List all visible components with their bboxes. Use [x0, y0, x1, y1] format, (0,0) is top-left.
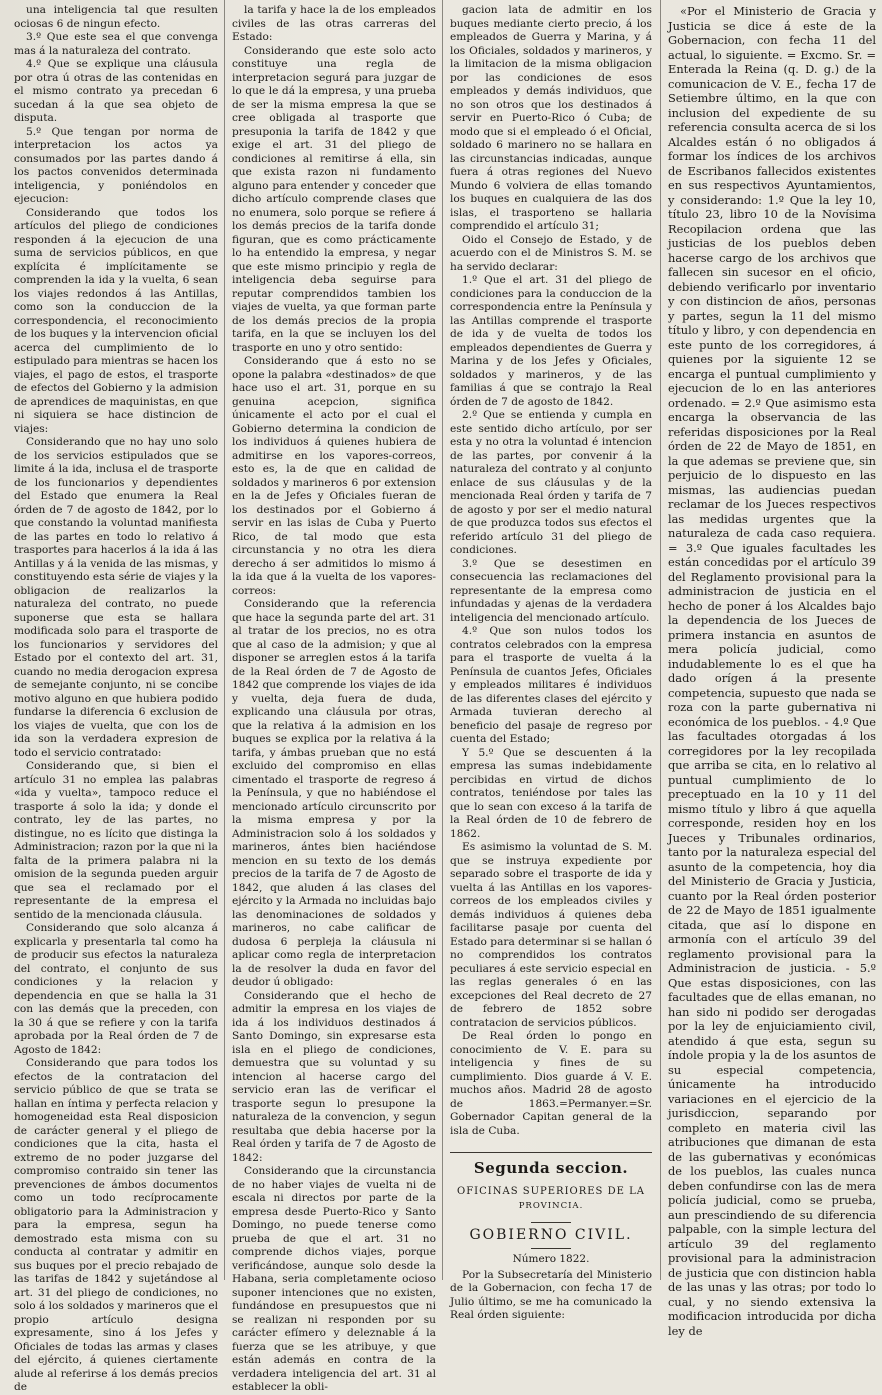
text-column-2 [232, 4, 436, 1393]
paragraph: Considerando que todos los artículos del pliego de condiciones responden á la ejecucion de una suma de servicios públicos, en que explícita é implícitamente se comprenden la ida y la vuelta, 6 sean los viajes redondos á las Antillas, como son la conduccion de la correspondencia, el reconocimiento de los buques y la intervencion oficial acerca del cumplimiento de lo estipulado para mientras se hacen los viajes, el pago de estos, el trasporte de efectos del Gobierno y la admision de aprendices de maquinistas, en que ni siquiera se hace distincion de viajes: [14, 206, 218, 435]
government-heading: GOBIERNO CIVIL. [469, 1226, 633, 1243]
office-heading: OFICINAS SUPERIORES DE LA [457, 1186, 645, 1197]
section-title: Segunda seccion. [450, 1152, 652, 1177]
text-column-3 [450, 4, 652, 1321]
paragraph: 5.º Que tengan por norma de interpretacion los actos ya consumados por las partes dando á los pactos convenidos determinada inteligencia, y poniéndolos en ejecucion: [14, 125, 218, 205]
heading-divider [531, 1248, 571, 1249]
paragraph: Considerando que solo alcanza á explicarla y presentarla tal como ha de producir sus efectos la naturaleza del contrato, el conjunto de sus condiciones y la relacion y dependencia en que se halla la 31 con las demás que la preceden, con la 30 á que se refiere y con la tarifa aprobada por la Real órden de 7 de Agosto de 1842: [14, 922, 218, 1056]
office-heading-line2: PROVINCIA. [518, 1201, 584, 1211]
paragraph: Considerando que á esto no se opone la palabra «destinados» de que hace uso el art. 31, porque en su genuina acepcion, significa únicamente el acto por el cual el Gobierno determina la condicion de los individuos á quienes hubiera de admitirse en los vapores-correos, esto es, la de que en calidad de soldados y marineros 6 por extension en la de Jefes y Oficiales fueran de los destinados por el Gobierno á servir en las islas de Cuba y Puerto Rico, de tal modo que esta circunstancia y no otra les diera derecho á ser admitidos lo mismo á la ida que á la vuelta de los vapores-correos: [232, 355, 436, 597]
paragraph: Considerando que la circunstancia de no haber viajes de vuelta ni de escala ni directos por parte de la empresa desde Puerto-Rico y Santo Domingo, no puede tenerse como prueba de que el art. 31 no comprende dichos viajes, porque verificándose, aunque solo desde la Habana, seria completamente ocioso suponer intenciones que no existen, fundándose en presupuestos que ni se realizan ni responden por su carácter efímero y deleznable á la fuerza que se les atribuye, y que están además en contra de la verdadera inteligencia del art. 31 al establecer la obli- [232, 1165, 436, 1393]
paragraph: Considerando que el hecho de admitir la empresa en los viajes de ida á los individuos destinados á Santo Domingo, sin expresarse esta isla en el pliego de condiciones, demuestra que su voluntad y su intencion al hacerse cargo del servicio eran las de verificar el trasporte segun lo presupone la naturaleza de la convencion, y segun resultaba que debia hacerse por la Real órden y tarifa de 7 de Agosto de 1842: [232, 989, 436, 1164]
paragraph: Considerando que la referencia que hace la segunda parte del art. 31 al tratar de los precios, no es otra que al caso de la admision; y que al disponer se arreglen estos á la tarifa de la Real órden de 7 de Agosto de 1842 que comprende los viajes de ida y vuelta, deja fuera de duda, explicando una cláusula por otras, que la relativa á la admision en los buques se explica por la relativa á la tarifa, y ámbas prueban que no está excluido del compromiso en ellas cimentado el trasporte de regreso á la Península, y que no habiéndose el mencionado artículo circunscrito por la misma empresa y por la Administracion solo á los soldados y marineros, ántes bien haciéndose mencion en su texto de los demás precios de la tarifa de 7 de Agosto de 1842, que aluden á las clases del ejército y la Armada no incluidas bajo las denominaciones de soldados y marineros, no cabe calificar de dudosa 6 perpleja la cláusula ni aplicar como regla de interpretacion la de resolver la duda en favor del deudor ú obligado: [232, 598, 436, 988]
paragraph: Es asimismo la voluntad de S. M. que se instruya expediente por separado sobre el trasporte de ida y vuelta á las Antillas en los vapores-correos de los empleados civiles y demás individuos á quienes deba facilitarse pasaje por cuenta del Estado para determinar si se hallan ó no comprendidos los contratos peculiares á este servicio especial en las reglas generales ó en las excepciones del Real decreto de 27 de febrero de 1852 sobre contratacion de servicios públicos. [450, 841, 652, 1029]
column-divider [224, 0, 225, 1280]
document-number: Número 1822. [512, 1253, 590, 1265]
paragraph: Y 5.º Que se descuenten á la empresa las sumas indebidamente percibidas en virtud de dichos contratos, teniéndose por tales las que lo sean con exceso á la tarifa de la Real órden de 10 de febrero de 1862. [450, 746, 652, 840]
paragraph: la tarifa y hace la de los empleados civiles de las otras carreras del Estado: [232, 4, 436, 43]
paragraph: Considerando que no hay uno solo de los servicios estipulados que se limite á la ida, inclusa el de trasporte de los funcionarios y dependientes del Estado que enumera la Real órden de 7 de agosto de 1842, por lo que constando la voluntad manifiesta de las partes en todo lo relativo á trasportes para hacerlos á la ida á las Antillas y á la venida de las mismas, y constituyendo esta série de viajes y la obligacion de realizarlos la naturaleza del contrato, no puede suponerse que esta se hallara modificada solo para el trasporte de los funcionarios y servidores del Estado por el contexto del art. 31, cuando no media derogacion expresa de semejante conjunto, ni se concibe motivo alguno en que hubiera podido fundarse la diferencia 6 exclusion de los viajes de vuelta, que con los de ida son la verdadera expresion de todo el servicio contratado: [14, 436, 218, 759]
text-column-1 [14, 4, 218, 1393]
paragraph: 2.º Que se entienda y cumpla en este sentido dicho artículo, por ser esta y no otra la voluntad é intencion de las partes, por convenir á la naturaleza del contrato y al conjunto enlace de sus cláusulas y de la mencionada Real órden y tarifa de 7 de agosto y por ser el medio natural de que produzca todos sus efectos el referido artículo 31 del pliego de condiciones. [450, 409, 652, 556]
paragraph: De Real órden lo pongo en conocimiento de V. E. para su inteligencia y fines de su cumplimiento. Dios guarde á V. E. muchos años. Madrid 28 de agosto de 1863.=Permanyer.=Sr. Gobernador Capitan general de la isla de Cuba. [450, 1030, 652, 1137]
paragraph: 3.º Que se desestimen en consecuencia las reclamaciones del representante de la empresa como infundadas y ajenas de la verdadera inteligencia del mencionado artículo. [450, 557, 652, 624]
paragraph: Oido el Consejo de Estado, y de acuerdo con el de Ministros S. M. se ha servido declarar: [450, 233, 652, 273]
paragraph: Considerando que para todos los efectos de la contratacion del servicio público de que se trata se hallan en íntima y perfecta relacion y homogeneidad esta Real disposicion de carácter general y el pliego de condiciones que la cita, hasta el extremo de no poder juzgarse del compromiso contraido sin tener las prevenciones de ámbos documentos como un todo recíprocamente obligatorio para la Administracion y para la empresa, segun ha demostrado esta misma con su conducta al contratar y admitir en sus buques por el precio rebajado de las tarifas de 1842 y sujetándose al art. 31 del pliego de condiciones, no solo á los soldados y marineros que el propio artículo designa expresamente, sino á los Jefes y Oficiales de todas las armas y clases del ejército, á quienes ciertamente alude al referirse á los demás precios de [14, 1057, 218, 1393]
paragraph: 4.º Que se explique una cláusula por otra ú otras de las contenidas en el mismo contrato ya precedan 6 sucedan á la que sea objeto de disputa. [14, 58, 218, 124]
column-divider [660, 0, 661, 1280]
paragraph: una inteligencia tal que resulten ociosas 6 de ningun efecto. [14, 4, 218, 30]
paragraph: Por la Subsecretaría del Ministerio de la Gobernacion, con fecha 17 de Julio último, se me ha comunicado la Real órden siguiente: [450, 1268, 652, 1321]
paragraph: gacion lata de admitir en los buques mediante cierto precio, á los empleados de Guerra y Marina, y á los Oficiales, soldados y marineros, y la limitacion de la misma obligacion por las condiciones de esos empleados y demás individuos, que no son otros que los destinados á servir en Puerto-Rico ó Cuba; de modo que si el empleado ó el Oficial, soldado 6 marinero no se hallara en las circunstancias indicadas, aunque fuera á otras regiones del Nuevo Mundo 6 volviera de ellas tomando los buques en cualquiera de las dos islas, el trasporteno se hallaria comprendido el artículo 31; [450, 4, 652, 232]
column-divider [442, 0, 443, 1280]
paragraph: Considerando que, si bien el artículo 31 no emplea las palabras «ida y vuelta», tampoco reduce el trasporte á solo la ida; y donde el contrato, ley de las partes, no distingue, no es lícito que distinga la Administracion; razon por la que ni la falta de la primera palabra ni la omision de la segunda pueden arguir que sea el reclamado por el representante de la empresa el sentido de la mencionada cláusula. [14, 760, 218, 921]
paragraph: 4.º Que son nulos todos los contratos celebrados con la empresa para el trasporte de vuelta á la Península de cuantos Jefes, Oficiales y empleados militares é individuos de las diferentes clases del ejército y Armada tuvieran derecho al beneficio del pasaje de regreso por cuenta del Estado; [450, 625, 652, 745]
text-column-4 [668, 4, 876, 1338]
paragraph: «Por el Ministerio de Gracia y Justicia se dice á este de la Gobernacion, con fecha 11 del actual, lo siguiente. = Excmo. Sr. = Enterada la Reina (q. D. g.) de la comunicacion de V. E., fecha 17 de Setiembre último, en la que con inclusion del expediente de su referencia consulta acerca de si los Alcaldes están ó no obligados á formar los índices de los archivos de Escribanos fallecidos existentes en sus respectivos Ayuntamientos, y considerando: 1.º Que la ley 10, título 23, libro 10 de la Novísima Recopilacion ordena que las justicias de los pueblos deben hacerse cargo de los archivos que fallecen sin sucesor en el oficio, debiendo verificarlo por inventario y con distincion de años, personas y partes, segun la 11 del mismo título y libro, y con dependencia en este punto de los corregidores, á quienes por la siguiente 12 se encarga el puntual cumplimiento y ejecucion de lo en las anteriores ordenado. = 2.º Que asimismo esta encarga la observancia de las referidas disposiciones por la Real órden de 22 de Mayo de 1851, en la que ademas se previene que, sin perjuicio de lo dispuesto en las mismas, las audiencias puedan reclamar de los Jueces respectivos las medidas urgentes que la naturaleza de cada caso requiera. = 3.º Que iguales facultades les están concedidas por el artículo 39 del Reglamento provisional para la administracion de justicia en el hecho de poner á los Alcaldes bajo la dependencia de los Jueces de primera instancia en asuntos de mera policía judicial, como indudablemente lo es el que ha dado orígen á la presente competencia, supuesto que nada se roza con la parte gubernativa ni económica de los pueblos. - 4.º Que las facultades otorgadas á los corregidores por la ley recopilada que arriba se cita, en lo relativo al puntual cumplimiento de lo preceptuado en la 10 y 11 del mismo título y libro á que aquella corresponde, residen hoy en los Jueces y Tribunales ordinarios, tanto por la naturaleza especial del asunto de la competencia, hoy dia del Ministerio de Gracia y Justicia, cuanto por la Real órden posterior de 22 de Mayo de 1851 igualmente citada, que así lo dispone en armonía con el artículo 39 del reglamento provisional para la Administracion de justicia. - 5.º Que estas disposiciones, con las facultades que de ellas emanan, no han sido ni podido ser derogadas por la ley de enjuiciamiento civil, atendido á que esta, segun su índole propia y la de los asuntos de su especial competencia, únicamente ha introducido variaciones en el ejercicio de la jurisdiccion, separando por completo en materia civil las atribuciones que dimanan de esta de las gubernativas y económicas de los pueblos, las cuales nunca deben confundirse con las de mera policía judicial, como se prueba, aun prescindiendo de su diferencia palpable, con la simple lectura del artículo 39 del reglamento provisional para la administracion de justicia que con distincion habla de las unas y las otras; por todo lo cual, y no siendo extensiva la modificacion introducida por dicha ley de [668, 4, 876, 1338]
paragraph: 3.º Que este sea el que convenga mas á la naturaleza del contrato. [14, 31, 218, 57]
paragraph: Considerando que este solo acto constituye una regla de interpretacion segurá para juzgar de lo que le dá la empresa, y una prueba de ser la misma empresa la que se cree obligada al trasporte que presuponia la tarifa de 1842 y que exige el art. 31 del pliego de condiciones al remitirse á ella, sin que exista razon ni fundamento alguno para entender y conceder que dicho artículo comprende clases que no enumera, solo porque se refiere á los demás precios de la tarifa donde figuran, que es como prácticamente lo ha entendido la empresa, y negar que este mismo principio y regla de inteligencia deba seguirse para reputar comprendidos tambien los viajes de vuelta, ya que forman parte de los demás precios de la propia tarifa, en la que se incluyen los del trasporte en uno y otro sentido: [232, 44, 436, 354]
heading-divider [531, 1222, 571, 1223]
paragraph: 1.º Que el art. 31 del pliego de condiciones para la conduccion de la correspondencia entre la Península y las Antillas comprende el trasporte de ida y de vuelta de todos los empleados dependientes de Guerra y Marina y de los Jefes y Oficiales, soldados y marineros, y de las familias á que se contrajo la Real órden de 7 de agosto de 1842. [450, 274, 652, 408]
